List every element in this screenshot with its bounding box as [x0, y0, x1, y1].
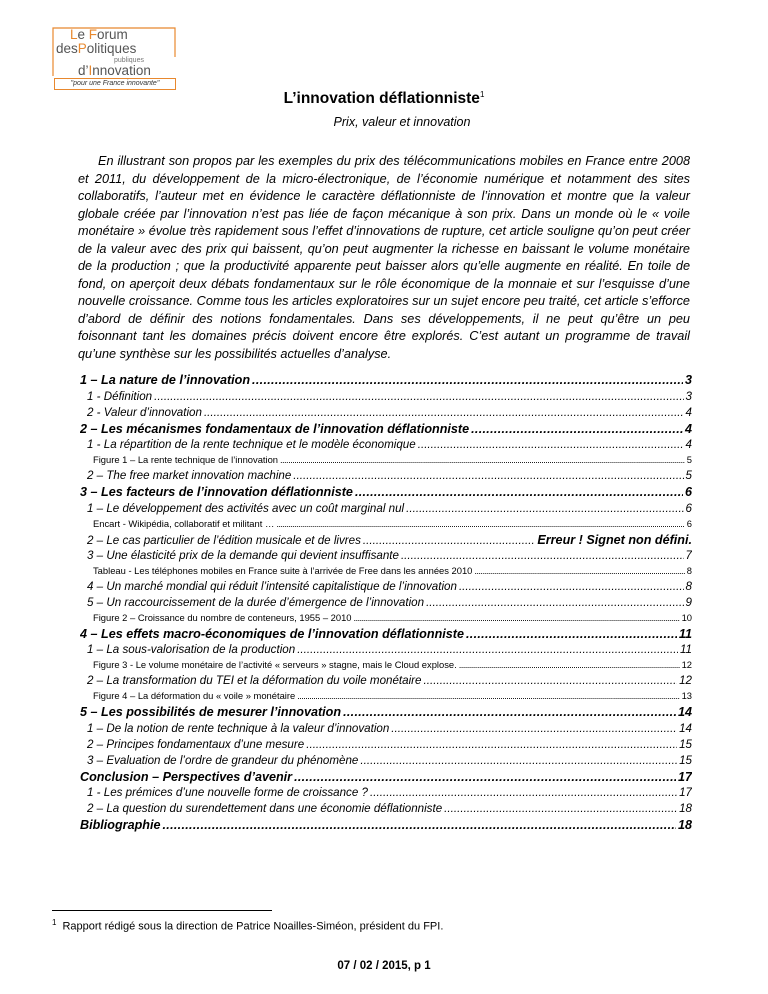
toc-entry-page: 4	[684, 421, 692, 436]
toc-leader-dots	[280, 454, 685, 465]
toc-entry-label: 2 – Principes fondamentaux d’une mesure	[87, 737, 305, 751]
toc-entry-page: Erreur ! Signet non défini.	[537, 532, 692, 547]
toc-entry-label: 1 - La répartition de la rente technique et le modèle économique	[87, 438, 416, 451]
toc-entry-label: 3 – Les facteurs de l’innovation déflationniste	[80, 485, 353, 499]
toc-entry-page: 14	[679, 721, 692, 735]
toc-entry-page: 3	[684, 373, 692, 387]
document-title	[0, 90, 768, 108]
toc-entry-label: Encart - Wikipédia, collaboratif et militant …	[93, 517, 275, 529]
toc-entry[interactable]	[80, 373, 692, 390]
table-of-contents	[80, 373, 692, 835]
toc-entry-label: 2 – Les mécanismes fondamentaux de l’innovation déflationniste	[80, 421, 470, 436]
toc-entry[interactable]	[80, 612, 692, 627]
toc-entry-page: 8	[685, 579, 692, 593]
toc-leader-dots	[423, 674, 677, 687]
toc-entry-label: Conclusion – Perspectives d’avenir	[80, 769, 293, 784]
toc-entry[interactable]	[80, 738, 692, 754]
toc-entry-label: 2 – La question du surendettement dans une économie déflationniste	[87, 802, 443, 815]
toc-leader-dots	[355, 485, 683, 499]
toc-entry-page: 9	[685, 595, 692, 609]
toc-entry-page: 10	[681, 611, 692, 623]
toc-leader-dots	[466, 627, 677, 641]
toc-entry-page: 11	[678, 626, 692, 641]
toc-entry[interactable]	[80, 818, 692, 835]
logo-tagline: "pour une France innovante"	[54, 78, 176, 90]
toc-leader-dots	[252, 373, 683, 387]
toc-entry-page: 17	[679, 786, 692, 799]
toc-leader-dots	[293, 469, 683, 482]
toc-entry-page: 5	[685, 469, 692, 482]
toc-leader-dots	[471, 422, 683, 436]
toc-entry[interactable]	[80, 674, 692, 690]
toc-leader-dots	[370, 786, 677, 799]
toc-leader-dots	[354, 612, 680, 623]
toc-entry[interactable]	[80, 659, 692, 674]
toc-entry-page: 4	[685, 438, 692, 451]
toc-entry-label: 1 – La nature de l’innovation	[80, 373, 251, 387]
toc-entry-page: 15	[679, 753, 692, 767]
logo-line-3: publiques	[114, 57, 144, 64]
footnote	[52, 918, 443, 933]
toc-entry[interactable]	[80, 549, 692, 565]
toc-entry-page: 6	[685, 501, 692, 515]
abstract-paragraph: En illustrant son propos par les exemples du prix des télécommunications mobiles en France entre 2008 et 2011, du développement de la micro-électronique, de l’économie numérique et notamment des sites collaboratifs, l’auteur met en évidence le caractère déflationniste de l’innovation et montre que la valeur globale créée par l’innovation n’est pas liée de façon mécanique à son prix. Dans un monde où le « voile monétaire » évolue très rapidement sous l’effet d’innovations de rupture, cet article souligne qu’on peut créer de la valeur avec des prix qui baissent, qu’on peut augmenter la richesse en baissant le volume monétaire de la production ; que la productivité apparente peut baisser alors qu’elle augmente en réalité. En toile de fond, on aperçoit deux débats fondamentaux sur le rôle économique de la monnaie et sur l’esquisse d’une nouvelle croissance. Comme tous les articles exploratoires sur un sujet encore peu traité, cet article s’efforce d’abord de définir des notions fondamentales. Dans ses développements, il ne peut qu’être un peu foisonnant tant les domaines précis doivent encore être explorés. C’est autant un programme de travail qu’une synthèse sur les possibilités actuelles d’analyse.	[78, 154, 690, 361]
title-text: L’innovation déflationniste	[283, 90, 480, 108]
toc-entry[interactable]	[80, 454, 692, 469]
toc-entry-label: 2 – La transformation du TEI et la déformation du voile monétaire	[87, 674, 422, 687]
toc-entry[interactable]	[80, 390, 692, 406]
toc-leader-dots	[426, 596, 683, 609]
toc-entry[interactable]	[80, 580, 692, 596]
toc-entry-label: 2 – The free market innovation machine	[87, 469, 292, 482]
toc-entry-label: 1 - Définition	[87, 389, 153, 403]
title-footnote-ref[interactable]: 1	[479, 90, 485, 99]
toc-entry-page: 8	[686, 564, 692, 576]
toc-entry[interactable]	[80, 754, 692, 770]
toc-entry[interactable]	[80, 802, 692, 818]
toc-entry-label: Bibliographie	[80, 818, 161, 832]
toc-entry[interactable]	[80, 469, 692, 485]
toc-entry-label: 2 - Valeur d’innovation	[87, 405, 202, 419]
toc-entry[interactable]	[80, 518, 692, 533]
toc-entry-page: 4	[685, 405, 692, 419]
toc-entry-page: 12	[679, 674, 692, 687]
toc-entry-label: Figure 1 – La rente technique de l’innovation	[93, 454, 279, 465]
toc-entry-page: 11	[679, 643, 692, 656]
toc-leader-dots	[204, 406, 684, 419]
toc-entry-page: 3	[685, 389, 692, 403]
toc-entry-label: 5 – Un raccourcissement de la durée d’émergence de l’innovation	[87, 595, 425, 609]
toc-entry-label: 3 – Une élasticité prix de la demande qui devient insuffisante	[87, 548, 399, 562]
toc-entry[interactable]	[80, 627, 692, 644]
toc-entry-page: 13	[681, 690, 692, 701]
toc-entry[interactable]	[80, 596, 692, 612]
toc-leader-dots	[459, 580, 684, 593]
toc-leader-dots	[306, 738, 677, 751]
toc-entry[interactable]	[80, 438, 692, 454]
logo-line-2: desPolitiques	[56, 41, 137, 56]
toc-entry[interactable]	[80, 533, 692, 549]
toc-entry[interactable]	[80, 690, 692, 705]
toc-entry-page: 17	[677, 769, 692, 784]
toc-entry-label: Figure 3 - Le volume monétaire de l’activité « serveurs » stagne, mais le Cloud explose.	[93, 659, 457, 670]
logo-line-4: d’Innovation	[78, 63, 151, 78]
toc-entry-label: Figure 2 – Croissance du nombre de conteneurs, 1955 – 2010	[93, 611, 352, 623]
footnote-text: Rapport rédigé sous la direction de Patrice Noailles-Siméon, président du FPI.	[62, 920, 444, 933]
logo-line-1: Le Forum	[70, 27, 128, 42]
toc-entry-page: 14	[677, 705, 692, 719]
toc-entry[interactable]	[80, 722, 692, 738]
toc-leader-dots	[391, 722, 677, 735]
toc-entry-label: 1 – De la notion de rente technique à la valeur d’innovation	[87, 721, 390, 735]
toc-entry[interactable]	[80, 422, 692, 439]
toc-entry-page: 15	[679, 737, 692, 751]
page-footer: 07 / 02 / 2015, p 1	[337, 960, 431, 972]
toc-leader-dots	[154, 390, 683, 403]
toc-leader-dots	[276, 518, 684, 529]
toc-leader-dots	[343, 705, 676, 719]
toc-leader-dots	[297, 643, 678, 656]
toc-leader-dots	[406, 502, 683, 515]
toc-entry-page: 5	[686, 454, 692, 465]
toc-entry-page: 7	[685, 548, 692, 562]
toc-entry[interactable]	[80, 485, 692, 502]
toc-entry-page: 6	[686, 517, 692, 529]
toc-entry-label: 1 - Les prémices d’une nouvelle forme de croissance ?	[87, 786, 368, 799]
toc-entry[interactable]	[80, 643, 692, 659]
toc-leader-dots	[444, 802, 677, 815]
toc-entry[interactable]	[80, 565, 692, 580]
toc-entry[interactable]	[80, 502, 692, 518]
toc-entry-page: 18	[677, 818, 692, 832]
toc-entry[interactable]	[80, 705, 692, 722]
toc-entry[interactable]	[80, 406, 692, 422]
document-subtitle: Prix, valeur et innovation	[333, 115, 471, 129]
toc-entry-label: 3 – Evaluation de l’ordre de grandeur du phénomène	[87, 753, 359, 767]
toc-entry-label: 1 – La sous-valorisation de la production	[87, 643, 296, 656]
toc-entry-page: 6	[684, 485, 692, 499]
toc-leader-dots	[363, 534, 535, 547]
toc-entry[interactable]	[80, 786, 692, 802]
toc-entry[interactable]	[80, 770, 692, 787]
toc-entry-label: 5 – Les possibilités de mesurer l’innovation	[80, 705, 342, 719]
toc-leader-dots	[360, 754, 677, 767]
toc-entry-label: 1 – Le développement des activités avec un coût marginal nul	[87, 501, 405, 515]
toc-entry-page: 12	[681, 659, 692, 670]
toc-leader-dots	[294, 770, 676, 784]
forum-logo	[52, 27, 176, 89]
toc-entry-label: Tableau - Les téléphones mobiles en France suite à l’arrivée de Free dans les années 2010	[93, 564, 473, 576]
toc-leader-dots	[297, 690, 679, 701]
toc-entry-label: 2 – Le cas particulier de l’édition musicale et de livres	[87, 533, 361, 547]
toc-entry-label: 4 – Un marché mondial qui réduit l’intensité capitalistique de l’innovation	[87, 579, 457, 593]
toc-leader-dots	[418, 438, 684, 451]
toc-entry-label: 4 – Les effets macro-économiques de l’innovation déflationniste	[80, 626, 464, 641]
toc-leader-dots	[401, 549, 684, 562]
toc-leader-dots	[459, 659, 680, 670]
footnote-separator	[52, 910, 272, 911]
toc-leader-dots	[474, 565, 684, 576]
toc-leader-dots	[162, 818, 676, 832]
footnote-ref: 1	[52, 918, 57, 927]
toc-entry-page: 18	[679, 802, 692, 815]
toc-entry-label: Figure 4 – La déformation du « voile » monétaire	[93, 690, 296, 701]
